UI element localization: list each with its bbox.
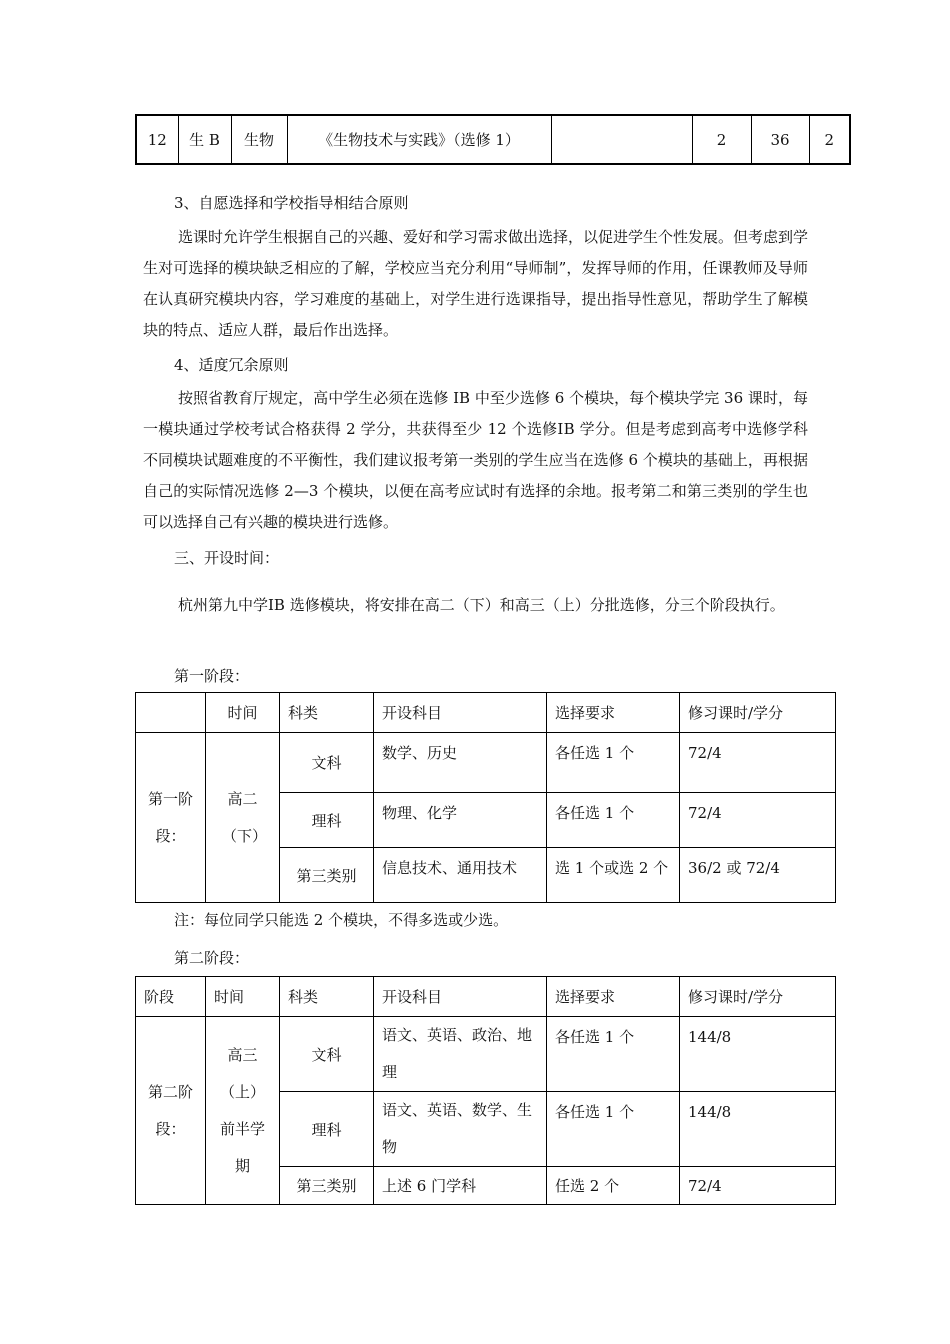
hours-cell: 72/4 <box>680 733 836 793</box>
stage-time: 高二（下） <box>206 733 280 903</box>
category-cell: 理科 <box>280 793 374 848</box>
subjects-cell: 语文、英语、数学、生物 <box>374 1092 547 1167</box>
category-cell: 文科 <box>280 733 374 793</box>
stage-1-note: 注：每位同学只能选 2 个模块，不得多选或少选。 <box>174 911 509 929</box>
hours-cell: 144/8 <box>680 1092 836 1167</box>
stage-name: 第一阶段： <box>136 733 206 903</box>
module-name: 《生物技术与实践》（选修 1） <box>287 115 551 164</box>
header-subjects: 开设科目 <box>374 977 547 1017</box>
section-3-title: 3、自愿选择和学校指导相结合原则 <box>174 194 409 212</box>
row-number: 12 <box>136 115 178 164</box>
table-row <box>136 1017 836 1092</box>
header-time: 时间 <box>206 977 280 1017</box>
requirement-cell: 各任选 1 个 <box>547 1092 680 1167</box>
header-requirement: 选择要求 <box>547 977 680 1017</box>
category-cell: 文科 <box>280 1017 374 1092</box>
header-category: 科类 <box>280 693 374 733</box>
header-stage <box>136 693 206 733</box>
category-cell: 第三类别 <box>280 848 374 903</box>
module-table <box>135 114 851 165</box>
stage-2-label: 第二阶段： <box>174 949 250 967</box>
stage-2-table <box>135 976 836 1205</box>
section-4-body: 按照省教育厅规定，高中学生必须在选修 IB 中至少选修 6 个模块，每个模块学完 36 课时，每一模块通过学校考试合格获得 2 学分，共获得至少 12 个选修ⅠB 学分。但是考虑到高考中选修学科不同模块试题难度的不平衡性，我们建议报考第一类别的学生应当在选修 6 个模块的基础上，再根据自己的实际情况选修 2—3 个模块，以便在高考应试时有选择的余地。报考第二和第三类别的学生也可以选择自己有兴趣的模块进行选修。 <box>143 389 808 531</box>
table-row <box>136 733 836 793</box>
section-4-title: 4、适度冗余原则 <box>174 356 289 374</box>
credits-cell: 2 <box>809 115 850 164</box>
hours-cell: 144/8 <box>680 1017 836 1092</box>
header-hours: 修习课时/学分 <box>680 693 836 733</box>
category-cell: 理科 <box>280 1092 374 1167</box>
requirement-cell: 任选 2 个 <box>547 1167 680 1205</box>
stage-time: 高三（上）前半学期 <box>206 1017 280 1205</box>
part-3-body: 杭州第九中学ⅠB 选修模块，将安排在高二（下）和高三（上）分批选修，分三个阶段执行。 <box>178 596 785 614</box>
header-hours: 修习课时/学分 <box>680 977 836 1017</box>
subjects-cell: 上述 6 门学科 <box>374 1167 547 1205</box>
category-cell: 第三类别 <box>280 1167 374 1205</box>
hours-cell: 72/4 <box>680 1167 836 1205</box>
hours-cell: 36 <box>751 115 809 164</box>
requirement-cell: 选 1 个或选 2 个 <box>547 848 680 903</box>
table-header-row <box>136 977 836 1017</box>
table-row <box>136 115 850 164</box>
hours-cell: 36/2 或 72/4 <box>680 848 836 903</box>
requirement-cell: 各任选 1 个 <box>547 733 680 793</box>
header-stage: 阶段 <box>136 977 206 1017</box>
header-time: 时间 <box>206 693 280 733</box>
section-3-body: 选课时允许学生根据自己的兴趣、爱好和学习需求做出选择，以促进学生个性发展。但考虑到学生对可选择的模块缺乏相应的了解，学校应当充分利用“导师制”，发挥导师的作用，任课教师及导师在认真研究模块内容，学习难度的基础上，对学生进行选课指导，提出指导性意见，帮助学生了解模块的特点、适应人群，最后作出选择。 <box>143 228 809 339</box>
stage-1-table <box>135 692 836 903</box>
requirement-cell: 各任选 1 个 <box>547 793 680 848</box>
stage-1-label: 第一阶段： <box>174 667 250 685</box>
hours-cell: 72/4 <box>680 793 836 848</box>
stage-name: 第二阶段： <box>136 1017 206 1205</box>
value-cell: 2 <box>692 115 751 164</box>
header-category: 科类 <box>280 977 374 1017</box>
subjects-cell: 物理、化学 <box>374 793 547 848</box>
part-3-title: 三、开设时间： <box>174 549 280 567</box>
header-subjects: 开设科目 <box>374 693 547 733</box>
subjects-cell: 信息技术、通用技术 <box>374 848 547 903</box>
table-header-row <box>136 693 836 733</box>
subject-code: 生 B <box>178 115 231 164</box>
subjects-cell: 数学、历史 <box>374 733 547 793</box>
requirement-cell: 各任选 1 个 <box>547 1017 680 1092</box>
blank-cell <box>551 115 692 164</box>
header-requirement: 选择要求 <box>547 693 680 733</box>
subject-name: 生物 <box>231 115 287 164</box>
subjects-cell: 语文、英语、政治、地理 <box>374 1017 547 1092</box>
